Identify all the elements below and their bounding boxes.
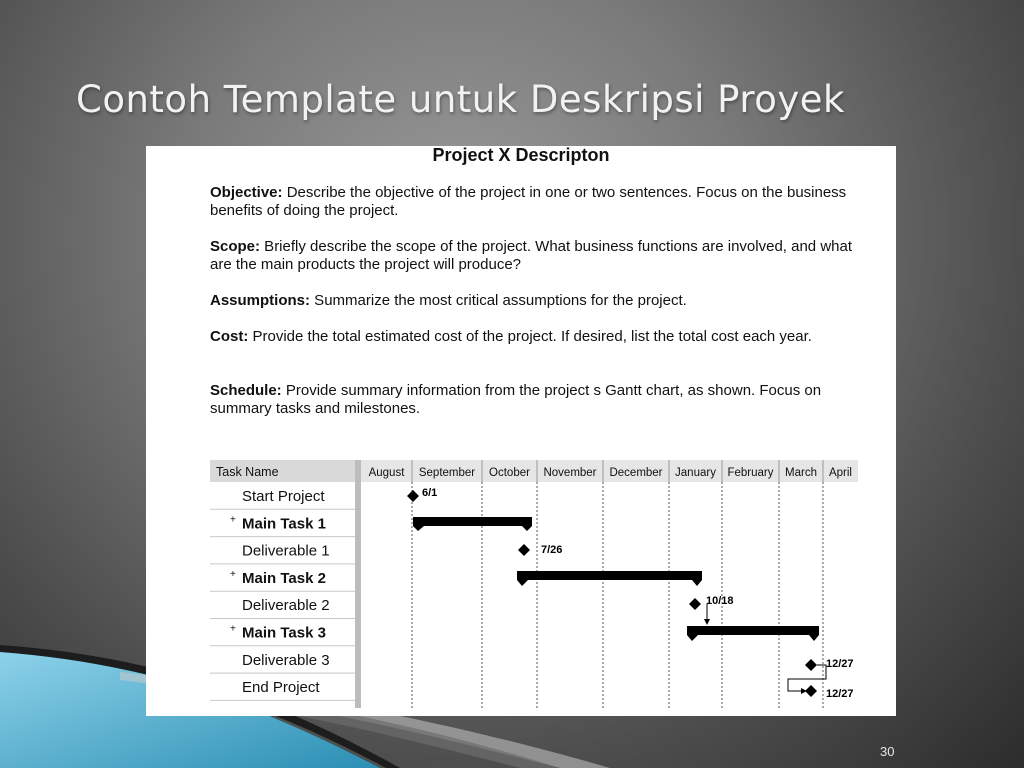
expand-icon[interactable]: + (230, 514, 236, 526)
task-name-deliverable-2[interactable]: Deliverable 2 (242, 597, 330, 615)
task-name-deliverable-1[interactable]: Deliverable 1 (242, 542, 330, 560)
project-description-document (146, 146, 896, 716)
month-header-january: January (675, 467, 716, 479)
month-header-september: September (418, 467, 476, 479)
document-title: Project X Descripton (432, 146, 610, 165)
scope-label: Scope: (210, 238, 261, 255)
cost-text: Provide the total estimated cost of the project. If desired, list the total cost each year. (248, 328, 812, 345)
assumptions-label: Assumptions: (210, 292, 311, 309)
deliverable-3-date: 12/27 (826, 658, 854, 670)
month-header-march: March (785, 467, 817, 479)
end-project-date: 12/27 (826, 688, 854, 700)
scope-text: Briefly describe the scope of the project. What business functions are involved, and what are the main products the project will produce? (210, 238, 853, 273)
month-header-october: October (489, 467, 530, 479)
month-header-february: February (727, 467, 774, 479)
main-task-1-bar[interactable] (413, 517, 532, 531)
month-header-december: December (609, 467, 663, 479)
cost-label: Cost: (210, 328, 249, 345)
task-name-end-project[interactable]: End Project (242, 679, 320, 697)
expand-icon[interactable]: + (230, 568, 236, 580)
dependency-arrow-2 (788, 665, 826, 691)
table-splitter[interactable] (355, 460, 361, 708)
start-project-date: 6/1 (422, 487, 438, 499)
schedule-text: Provide summary information from the project s Gantt chart, as shown. Focus on summary tasks and milestones. (210, 382, 822, 417)
main-task-3-bar[interactable] (687, 626, 819, 641)
deliverable-3-milestone[interactable] (805, 659, 817, 671)
deliverable-2-date: 10/18 (706, 595, 734, 607)
objective-text: Describe the objective of the project in one or two sentences. Focus on the business benefits of doing the project. (210, 184, 847, 219)
month-header-august: August (368, 467, 405, 479)
objective-label: Objective: (210, 184, 283, 201)
start-project-milestone[interactable] (407, 490, 419, 502)
gantt-bars (413, 517, 819, 641)
expand-icon[interactable]: + (230, 623, 236, 635)
month-header-november: November (543, 467, 597, 479)
deliverable-1-date: 7/26 (541, 544, 563, 556)
deliverable-2-milestone[interactable] (689, 598, 701, 610)
main-task-2-bar[interactable] (517, 571, 702, 586)
gantt-chart (146, 146, 896, 716)
dependency-arrowhead-1 (704, 619, 710, 625)
slide-title: Contoh Template untuk Deskripsi Proyek (76, 78, 845, 121)
end-project-milestone[interactable] (805, 685, 817, 697)
task-name-header: Task Name (216, 465, 279, 479)
task-name-main-task-3[interactable]: Main Task 3 (242, 624, 326, 642)
page-number: 30 (880, 744, 895, 759)
month-header-april: April (828, 467, 853, 479)
task-name-main-task-1[interactable]: Main Task 1 (242, 515, 326, 533)
task-name-deliverable-3[interactable]: Deliverable 3 (242, 651, 330, 669)
schedule-label: Schedule: (210, 382, 282, 399)
task-name-main-task-2[interactable]: Main Task 2 (242, 569, 326, 587)
deliverable-1-milestone[interactable] (518, 544, 530, 556)
assumptions-text: Summarize the most critical assumptions for the project. (310, 292, 687, 309)
task-name-start-project[interactable]: Start Project (242, 488, 325, 505)
